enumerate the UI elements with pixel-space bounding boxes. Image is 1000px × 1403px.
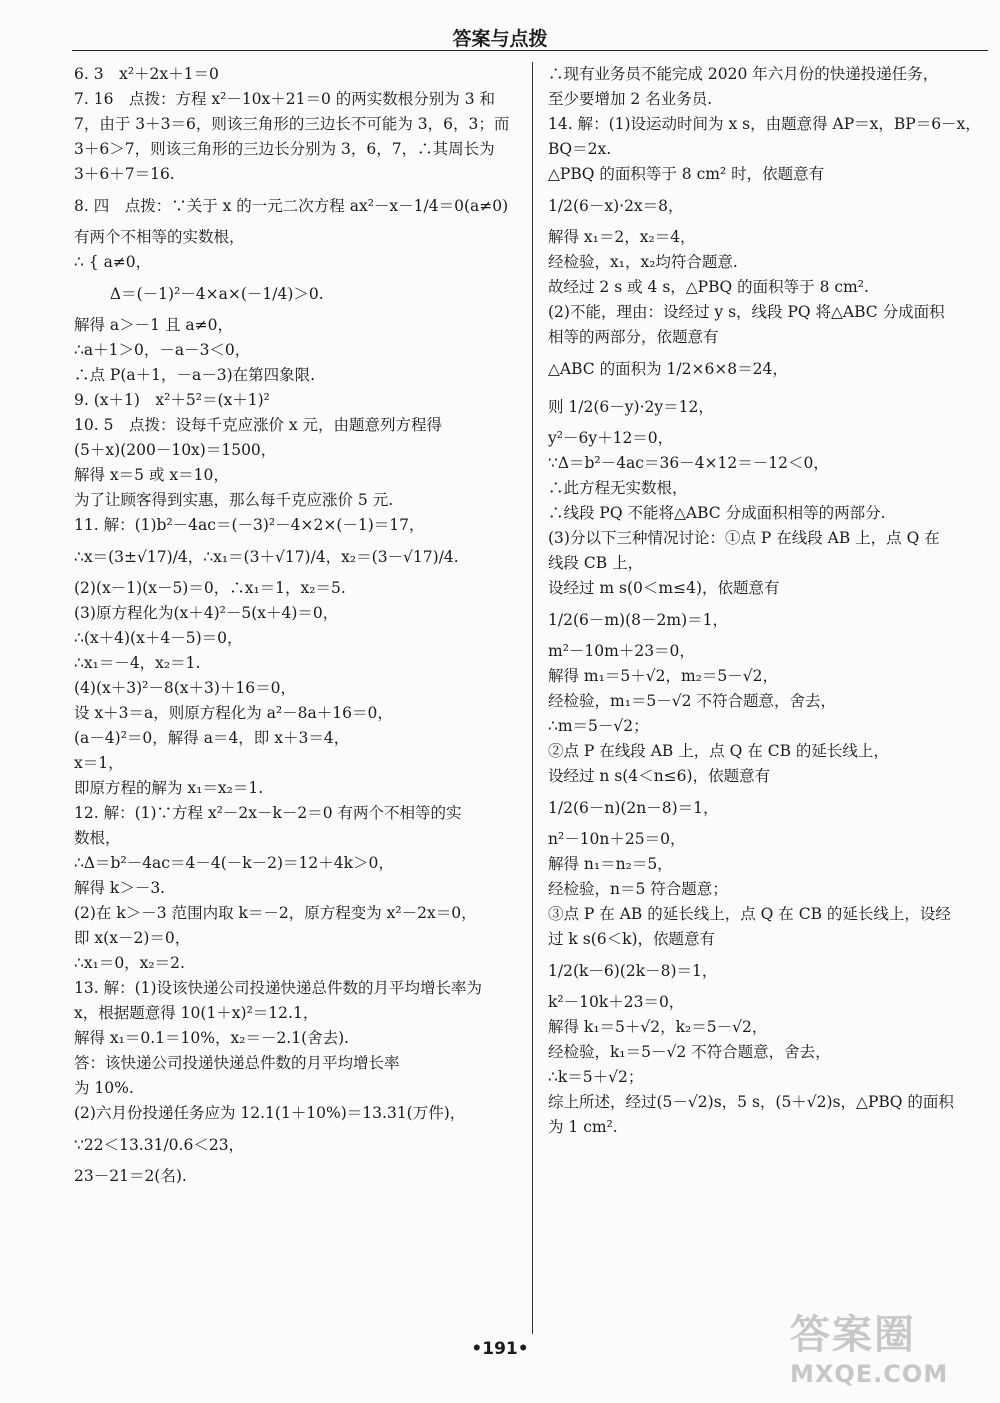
left-column-line: 12. 解：(1)∵方程 x²－2x－k－2＝0 有两个不相等的实 xyxy=(74,804,462,822)
left-column-line: (3)原方程化为(x＋4)²－5(x＋4)＝0， xyxy=(74,604,339,622)
left-column-line: 6. 3 x²＋2x＋1＝0 xyxy=(74,65,219,83)
right-column-line: △PBQ 的面积等于 8 cm² 时，依题意有 xyxy=(548,165,825,183)
right-column-line: 故经过 2 s 或 4 s，△PBQ 的面积等于 8 cm². xyxy=(548,278,869,296)
right-column-line: ∴现有业务员不能完成 2020 年六月份的快递投递任务， xyxy=(548,65,939,83)
right-column-line: 1/2(6－m)(8－2m)＝1， xyxy=(548,611,728,629)
right-column-line: 解得 n₁＝n₂＝5， xyxy=(548,855,673,873)
right-column-line: 设经过 n s(4＜n≤6)，依题意有 xyxy=(548,767,771,785)
left-column-line: ∵22＜13.31/0.6＜23， xyxy=(74,1136,245,1154)
left-column-line: (a－4)²＝0，解得 a＝4，即 x＋3＝4， xyxy=(74,729,350,747)
left-column-line: 解得 k＞－3. xyxy=(74,879,166,897)
right-column-line: 经检验，x₁，x₂均符合题意. xyxy=(548,253,738,271)
left-column-line: 为 10%. xyxy=(74,1079,134,1097)
left-column-line: ∴ { a≠0， xyxy=(74,253,152,271)
right-column-line: k²－10k＋23＝0， xyxy=(548,993,685,1011)
left-column-line: 为了让顾客得到实惠，那么每千克应涨价 5 元. xyxy=(74,491,394,509)
left-column-line: 11. 解：(1)b²－4ac＝(－3)²－4×2×(－1)＝17， xyxy=(74,516,425,534)
right-column-line: 1/2(k－6)(2k－8)＝1， xyxy=(548,962,718,980)
right-column-line: 解得 x₁＝2，x₂＝4， xyxy=(548,228,696,246)
header-rule xyxy=(72,50,988,51)
left-column-line: 数根， xyxy=(74,829,121,847)
left-column-line: (2)在 k＞－3 范围内取 k＝－2，原方程变为 x²－2x＝0， xyxy=(74,904,477,922)
right-column-line: 经检验，k₁＝5－√2 不符合题意，舍去， xyxy=(548,1043,831,1061)
left-column-line: 7. 16 点拨：方程 x²－10x＋21＝0 的两实数根分别为 3 和 xyxy=(74,90,496,108)
left-column-line: ∴a＋1＞0，－a－3＜0， xyxy=(74,341,251,359)
left-column-line: 8. 四 点拨：∵关于 x 的一元二次方程 ax²－x－1/4＝0(a≠0) xyxy=(74,197,509,215)
right-column-line: m²－10m＋23＝0， xyxy=(548,642,695,660)
left-column-line: x＝1， xyxy=(74,754,124,772)
left-column-line: 解得 a＞－1 且 a≠0， xyxy=(74,316,233,334)
right-column-line: 设经过 m s(0＜m≤4)，依题意有 xyxy=(548,579,780,597)
left-column-line: x，根据题意得 10(1＋x)²＝12.1， xyxy=(74,1004,319,1022)
left-column-line: 设 x＋3＝a，则原方程化为 a²－8a＋16＝0， xyxy=(74,704,393,722)
left-column-line: (2)六月份投递任务应为 12.1(1＋10%)＝13.31(万件)， xyxy=(74,1104,466,1122)
right-column xyxy=(548,62,988,1140)
watermark-line1: 答案圈 xyxy=(790,1312,916,1358)
left-column-line: 9. (x＋1) x²＋5²＝(x＋1)² xyxy=(74,391,270,409)
right-column-line: 相等的两部分，依题意有 xyxy=(548,328,719,346)
left-column-line: ∴x₁＝0，x₂＝2. xyxy=(74,954,185,972)
page-header-title: 答案与点拨 xyxy=(452,28,548,50)
right-column-line: 1/2(6－x)·2x＝8， xyxy=(548,197,684,215)
left-column-line: ∴(x＋4)(x＋4－5)＝0， xyxy=(74,629,243,647)
right-column-line: △ABC 的面积为 1/2×6×8＝24， xyxy=(548,360,788,378)
left-column-line: 3＋6＋7＝16. xyxy=(74,165,175,183)
left-column-line: 3＋6＞7，则该三角形的三边长分别为 3，6，7，∴其周长为 xyxy=(74,140,495,158)
right-column-line: 则 1/2(6－y)·2y＝12， xyxy=(548,398,714,416)
left-column-line: 23－21＝2(名). xyxy=(74,1167,187,1185)
right-column-line: y²－6y＋12＝0， xyxy=(548,429,674,447)
right-column-line: 为 1 cm². xyxy=(548,1118,618,1136)
right-column-line: ②点 P 在线段 AB 上，点 Q 在 CB 的延长线上， xyxy=(548,742,889,760)
left-column-line: ∴Δ＝b²－4ac＝4－4(－k－2)＝12＋4k＞0， xyxy=(74,854,394,872)
left-column-line: ∴点 P(a＋1，－a－3)在第四象限. xyxy=(74,366,316,384)
left-column-line: (5＋x)(200－10x)＝1500， xyxy=(74,441,277,459)
right-column-line: (2)不能，理由：设经过 y s，线段 PQ 将△ABC 分成面积 xyxy=(548,303,945,321)
right-column-line: 1/2(6－n)(2n－8)＝1， xyxy=(548,799,719,817)
right-column-line: 线段 CB 上， xyxy=(548,554,644,572)
left-column-line: 13. 解：(1)设该快递公司投递快递总件数的月平均增长率为 xyxy=(74,979,483,997)
column-divider xyxy=(532,62,533,1334)
right-column-line: 经检验，m₁＝5－√2 不符合题意，舍去， xyxy=(548,692,836,710)
page-number: •191• xyxy=(471,1339,529,1359)
right-column-line: (3)分以下三种情况讨论：①点 P 在线段 AB 上，点 Q 在 xyxy=(548,529,940,547)
left-column-line: 7，由于 3＋3＝6，则该三角形的三边长不可能为 3，6，3；而 xyxy=(74,115,510,133)
right-column-line: ∵Δ＝b²－4ac＝36－4×12＝－12＜0， xyxy=(548,454,829,472)
right-column-line: n²－10n＋25＝0， xyxy=(548,830,686,848)
left-column-line: (2)(x－1)(x－5)＝0，∴x₁＝1，x₂＝5. xyxy=(74,579,346,597)
left-column-line: 即原方程的解为 x₁＝x₂＝1. xyxy=(74,779,264,797)
right-column-line: ∴k＝5＋√2； xyxy=(548,1068,644,1086)
left-column-line: (4)(x＋3)²－8(x＋3)＋16＝0， xyxy=(74,679,297,697)
right-column-line: 解得 m₁＝5＋√2，m₂＝5－√2， xyxy=(548,667,778,685)
right-column-line: 综上所述，经过(5－√2)s，5 s，(5＋√2)s，△PBQ 的面积 xyxy=(548,1093,954,1111)
left-column-line: 解得 x₁＝0.1＝10%，x₂＝－2.1(舍去). xyxy=(74,1029,350,1047)
watermark-logo xyxy=(790,1310,990,1395)
left-column-line: Δ＝(－1)²－4×a×(－1/4)＞0. xyxy=(74,285,324,303)
right-column-line: ③点 P 在 AB 的延长线上，点 Q 在 CB 的延长线上，设经 xyxy=(548,905,951,923)
left-column-line: 有两个不相等的实数根， xyxy=(74,228,245,246)
watermark-line2: MXQE.COM xyxy=(790,1360,949,1388)
right-column-line: BQ＝2x. xyxy=(548,140,612,158)
left-column-line: 即 x(x－2)＝0， xyxy=(74,929,191,947)
left-column xyxy=(74,62,522,1189)
right-column-line: ∴线段 PQ 不能将△ABC 分成面积相等的两部分. xyxy=(548,504,886,522)
right-column-line: ∴此方程无实数根， xyxy=(548,479,688,497)
left-column-line: ∴x₁＝－4，x₂＝1. xyxy=(74,654,201,672)
right-column-line: ∴m＝5－√2； xyxy=(548,717,649,735)
right-column-line: 解得 k₁＝5＋√2，k₂＝5－√2， xyxy=(548,1018,768,1036)
right-column-line: 14. 解：(1)设运动时间为 x s，由题意得 AP＝x，BP＝6－x， xyxy=(548,115,981,133)
left-column-line: 答：该快递公司投递快递总件数的月平均增长率 xyxy=(74,1054,400,1072)
left-column-line: ∴x＝(3±√17)/4，∴x₁＝(3＋√17)/4，x₂＝(3－√17)/4. xyxy=(74,548,459,566)
right-column-line: 至少要增加 2 名业务员. xyxy=(548,90,713,108)
left-column-line: 解得 x＝5 或 x＝10， xyxy=(74,466,229,484)
right-column-line: 过 k s(6＜k)，依题意有 xyxy=(548,930,716,948)
left-column-line: 10. 5 点拨：设每千克应涨价 x 元，由题意列方程得 xyxy=(74,416,443,434)
right-column-line: 经检验，n＝5 符合题意； xyxy=(548,880,728,898)
